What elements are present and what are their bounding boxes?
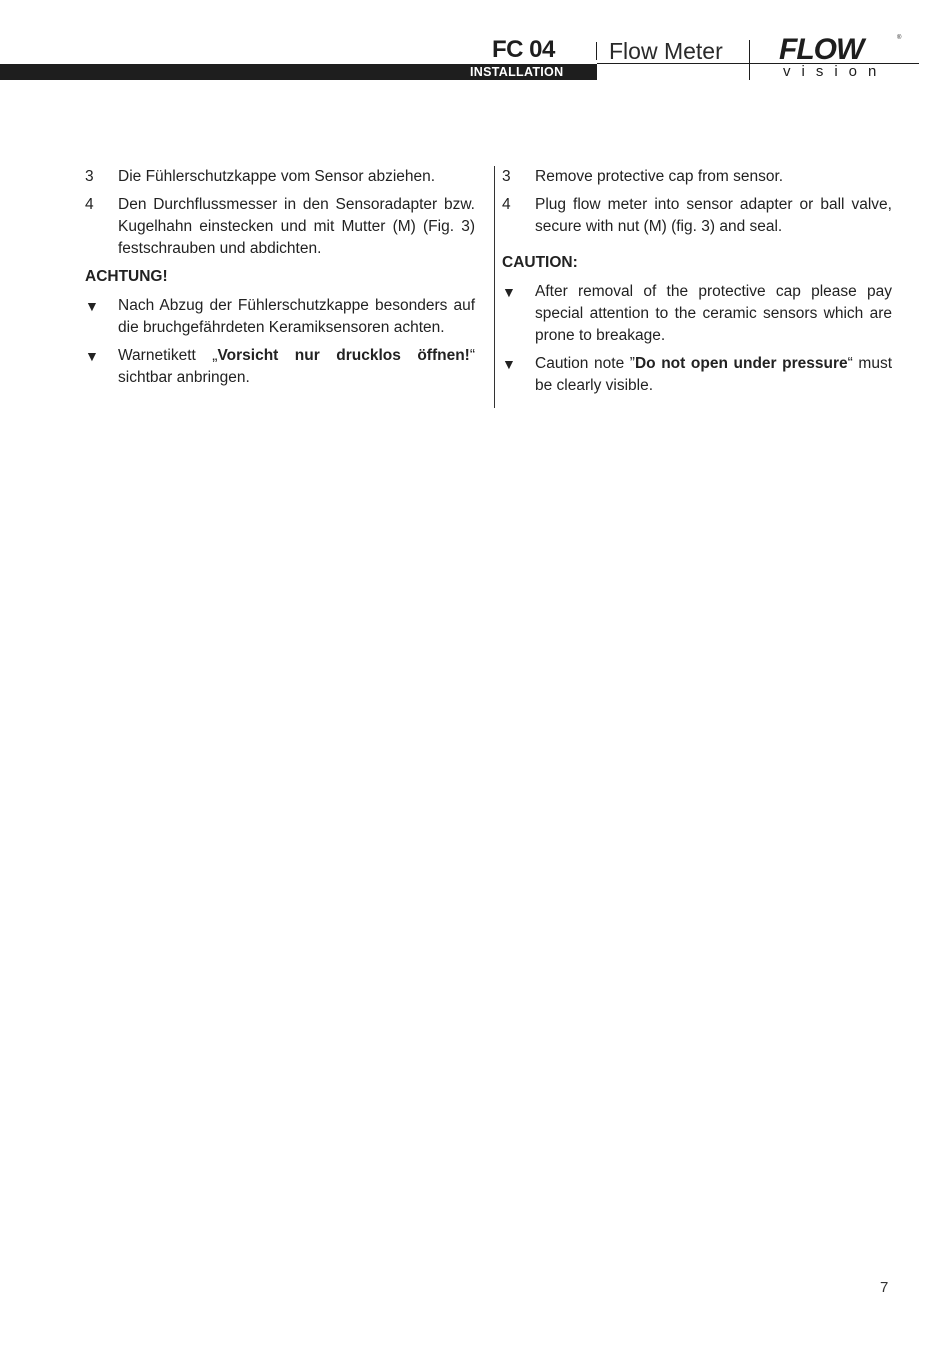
step-item: [85, 194, 475, 260]
logo-sub: vision: [783, 63, 888, 80]
bullet-item: [85, 345, 475, 389]
step-number: 3: [502, 168, 511, 185]
product-name: Flow Meter: [609, 38, 723, 64]
triangle-down-icon: ▼: [85, 298, 99, 314]
step-number: 4: [85, 196, 94, 213]
warning-label-text: Do not open under pressure: [634, 355, 848, 372]
page-number: 7: [880, 1279, 889, 1296]
registered-mark: ®: [897, 35, 902, 41]
page-header: [0, 0, 950, 90]
bullet-text-post: “ must be clearly visible.: [535, 355, 892, 394]
step-number: 3: [85, 168, 94, 185]
header-separator: [596, 42, 597, 60]
bullet-text: After removal of the protective cap please pay special attention to the ceramic sensors which are prone to breakage.: [535, 283, 892, 344]
bullet-item: [85, 295, 475, 339]
step-item: [85, 166, 475, 188]
bullet-text: [535, 353, 892, 397]
warning-label-text: Vorsicht nur drucklos öffnen!: [217, 347, 470, 364]
german-column: [85, 166, 475, 395]
section-label: INSTALLATION: [470, 65, 564, 79]
bullet-text-pre: Caution note ”: [535, 355, 635, 372]
bullet-text: [118, 345, 475, 389]
bullet-text-post: “ sichtbar anbringen.: [118, 347, 475, 386]
triangle-down-icon: ▼: [85, 348, 99, 364]
step-number: 4: [502, 196, 511, 213]
caution-heading: CAUTION:: [502, 254, 578, 271]
flow-vision-logo: [779, 33, 909, 83]
step-text: Die Fühlerschutzkappe vom Sensor abziehen.: [118, 168, 436, 185]
step-text: Remove protective cap from sensor.: [535, 168, 784, 185]
triangle-down-icon: ▼: [502, 284, 516, 300]
model-name: FC 04: [492, 36, 555, 63]
caution-heading: ACHTUNG!: [85, 268, 168, 285]
header-separator: [749, 40, 750, 80]
bullet-text: Nach Abzug der Fühlerschutzkappe besonders auf die bruchgefährdeten Keramiksensoren achten.: [118, 297, 475, 336]
column-divider: [494, 166, 495, 408]
step-text: Den Durchflussmesser in den Sensoradapter bzw. Kugelhahn einstecken und mit Mutter (M) (Fig. 3) festschrauben und abdichten.: [118, 196, 475, 257]
step-text: Plug flow meter into sensor adapter or ball valve, secure with nut (M) (fig. 3) and seal.: [535, 196, 892, 235]
bullet-item: [502, 353, 892, 397]
step-item: [502, 194, 892, 238]
logo-brand: FLOW: [779, 33, 864, 66]
triangle-down-icon: ▼: [502, 356, 516, 372]
step-item: [502, 166, 892, 188]
english-column: [502, 166, 892, 403]
bullet-item: [502, 281, 892, 347]
bullet-text-pre: Warnetikett „: [118, 347, 218, 364]
